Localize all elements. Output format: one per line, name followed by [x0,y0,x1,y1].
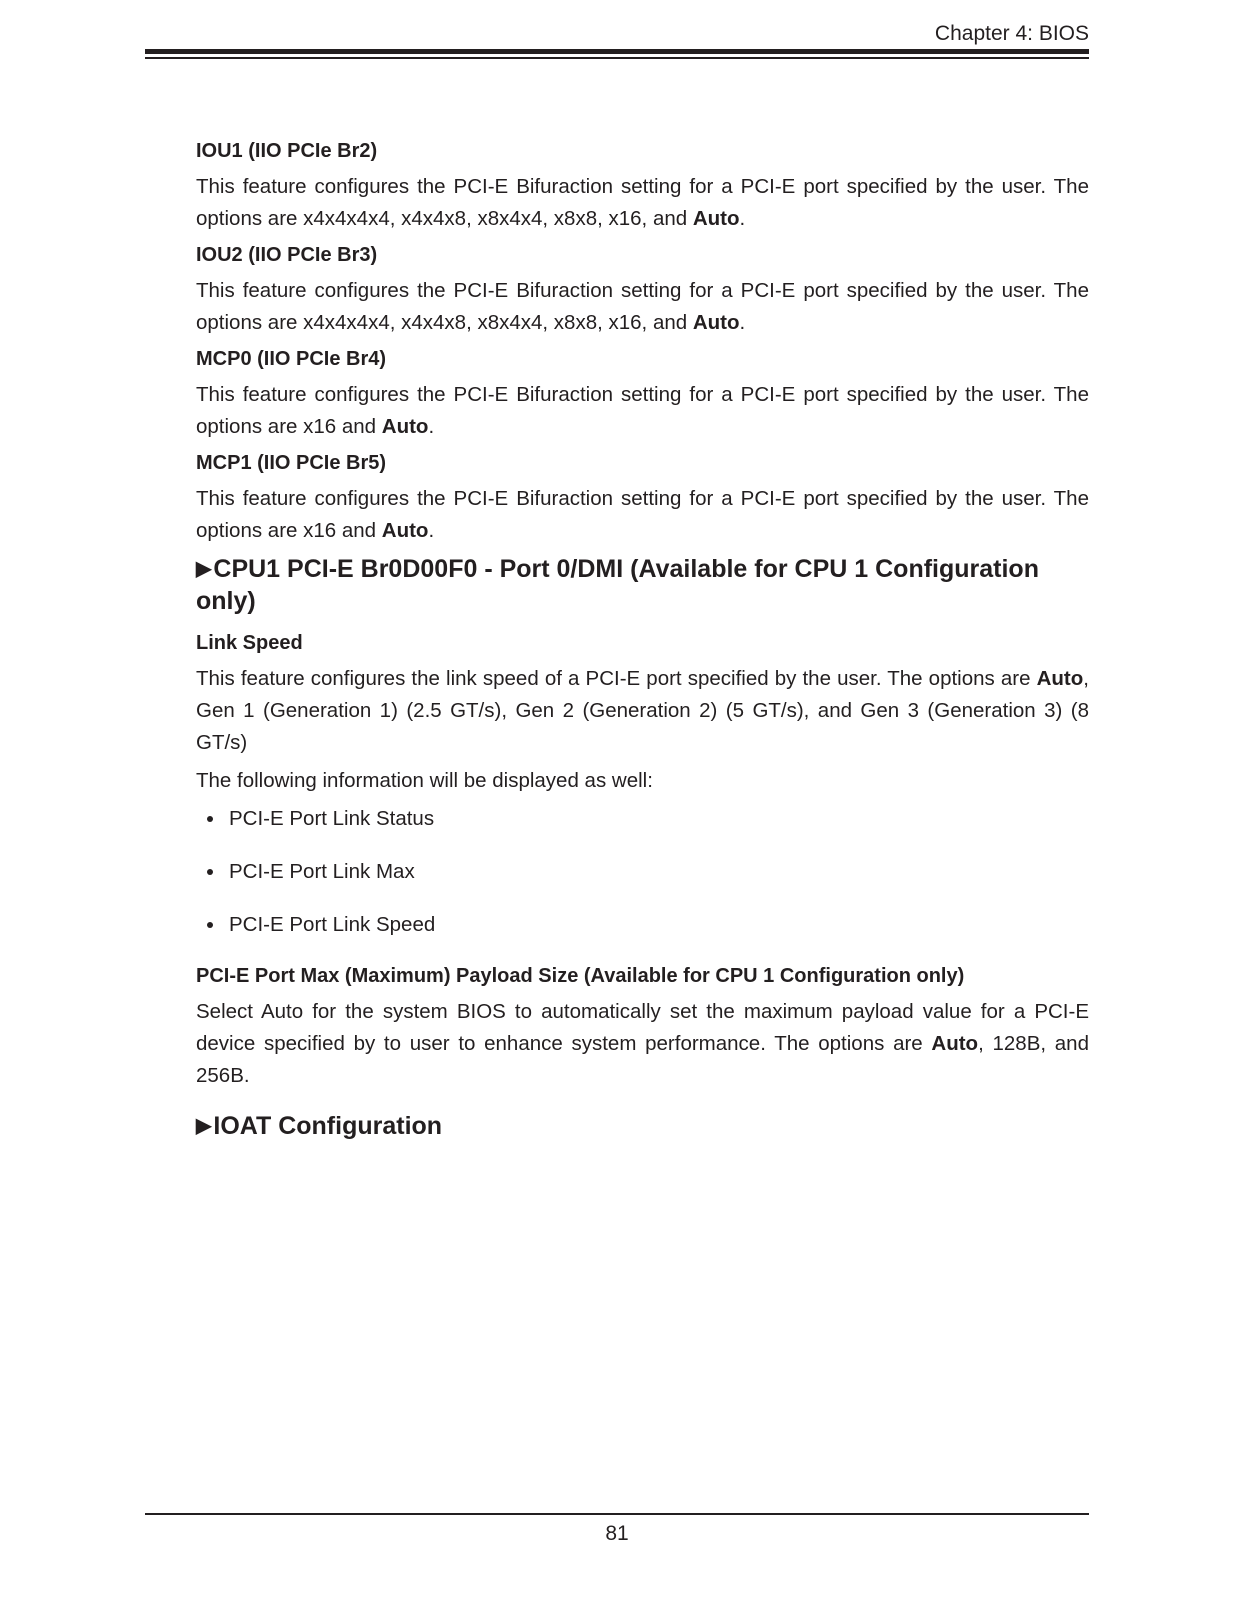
submenu-arrow-icon: ▶ [196,1115,212,1137]
info-list [196,803,1089,941]
bullet-icon [207,816,213,822]
page-content [196,137,1089,1154]
header-rule-thick [145,49,1089,54]
page-header [145,20,1089,59]
setting-description-mcp0: This feature configures the PCI-E Bifuraction setting for a PCI-E port specified by the user. The options are x16 and Auto. [196,383,1089,438]
setting-description-link-speed: This feature configures the link speed of a PCI-E port specified by the user. The options are Auto, Gen 1 (Generation 1) (2.5 GT/s), Gen 2 (Generation 2) (5 GT/s), and Gen 3 (Generation 3) (8 GT/s) [196,667,1089,754]
setting-title-iou2: IOU2 (IIO PCIe Br3) [196,244,378,266]
setting-description-mcp1: This feature configures the PCI-E Bifuraction setting for a PCI-E port specified by the user. The options are x16 and Auto. [196,487,1089,542]
footer-rule [145,1513,1089,1515]
list-item: PCI-E Port Link Speed [196,909,1089,941]
list-item: PCI-E Port Link Max [196,856,1089,888]
page-number: 81 [605,1522,629,1545]
bullet-icon [207,869,213,875]
setting-description-iou2: This feature configures the PCI-E Bifuraction setting for a PCI-E port specified by the user. The options are x4x4x4x4, x4x4x8, x8x4x4, x8x8, x16, and Auto. [196,279,1089,334]
setting-title-mcp1: MCP1 (IIO PCIe Br5) [196,452,387,474]
setting-description-iou1: This feature configures the PCI-E Bifuraction setting for a PCI-E port specified by the user. The options are x4x4x4x4, x4x4x8, x8x4x4, x8x8, x16, and Auto. [196,175,1089,230]
setting-title-link-speed: Link Speed [196,632,303,654]
submenu-heading-ioat: ▶IOAT Configuration [196,1112,443,1140]
setting-title-payload-size: PCI-E Port Max (Maximum) Payload Size (Available for CPU 1 Configuration only) [196,965,965,987]
submenu-arrow-icon: ▶ [196,558,212,580]
page-footer [145,1513,1089,1547]
chapter-title: Chapter 4: BIOS [934,22,1089,45]
setting-title-iou1: IOU1 (IIO PCIe Br2) [196,140,378,162]
info-text: The following information will be displayed as well: [196,769,653,792]
header-rule-thin [145,57,1089,59]
list-item: PCI-E Port Link Status [196,803,1089,835]
setting-description-payload-size: Select Auto for the system BIOS to automatically set the maximum payload value for a PCI-E device specified by to user to enhance system performance. The options are Auto, 128B, and 256B. [196,1000,1089,1087]
bullet-icon [207,922,213,928]
setting-title-mcp0: MCP0 (IIO PCIe Br4) [196,348,387,370]
submenu-heading-cpu1-port: ▶CPU1 PCI-E Br0D00F0 - Port 0/DMI (Available for CPU 1 Configuration only) [196,555,1039,615]
